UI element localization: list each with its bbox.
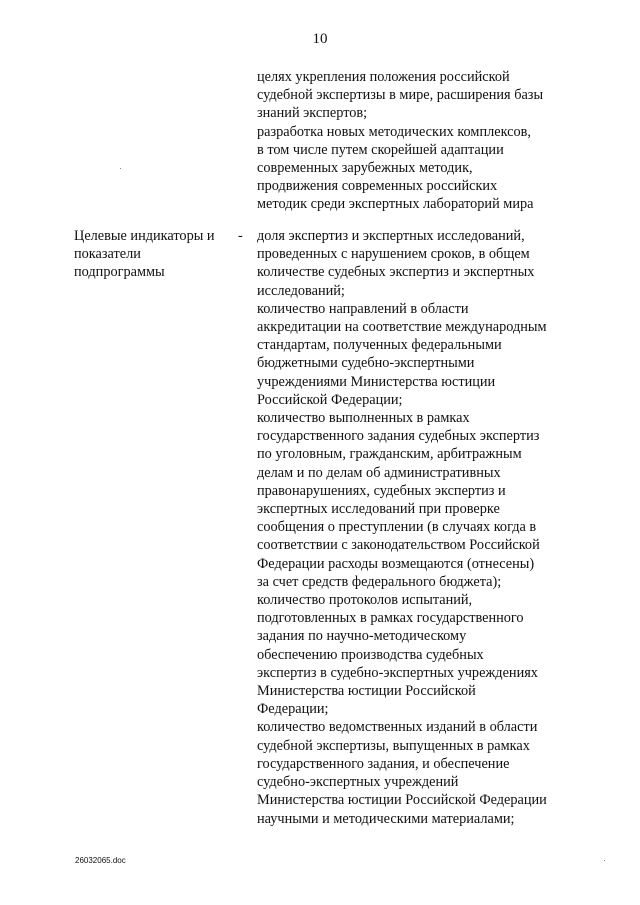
section-dash: -	[238, 228, 243, 244]
text-line: исследований;	[257, 282, 345, 299]
text-line: за счет средств федерального бюджета);	[257, 573, 502, 590]
text-line: методик среди экспертных лабораторий мира	[257, 196, 534, 213]
text-line: государственного задания, и обеспечение	[257, 755, 510, 772]
text-line: государственного задания судебных экспертиз	[257, 428, 540, 445]
text-line: судебной экспертизы в мире, расширения базы	[257, 87, 544, 104]
footer-filename: 26032065.doc	[75, 856, 126, 865]
text-line: количество выполненных в рамках	[257, 410, 470, 427]
text-line: количество протоколов испытаний,	[257, 592, 473, 609]
text-line: количестве судебных экспертиз и экспертных	[257, 264, 535, 281]
text-line: Федерации;	[257, 701, 329, 718]
text-line: сообщения о преступлении (в случаях когда в	[257, 519, 537, 536]
text-line: Министерства юстиции Российской	[257, 683, 476, 700]
text-line: делам и по делам об административных	[257, 464, 501, 481]
text-line: количество направлений в области	[257, 300, 469, 317]
text-line: экспертных исследований при проверке	[257, 501, 500, 518]
text-line: по уголовным, гражданским, арбитражным	[257, 446, 522, 463]
text-line: учреждениями Министерства юстиции	[257, 373, 496, 390]
section-label	[74, 227, 234, 282]
text-line: аккредитации на соответствие международным	[257, 319, 547, 336]
text-line: в том числе путем скорейшей адаптации	[257, 141, 504, 158]
text-line: экспертиз в судебно-экспертных учреждениях	[257, 664, 538, 681]
label-line: Целевые индикаторы и	[74, 228, 215, 244]
scan-speck	[120, 168, 121, 169]
text-line: судебно-экспертных учреждений	[257, 774, 459, 791]
text-line: Федерации расходы возмещаются (отнесены)	[257, 555, 535, 572]
text-line: проведенных с нарушением сроков, в общем	[257, 246, 530, 263]
text-line: соответствии с законодательством Российской	[257, 537, 540, 554]
text-line: целях укрепления положения российской	[257, 69, 510, 85]
text-line: стандартам, полученных федеральными	[257, 337, 502, 354]
text-line: правонарушениях, судебных экспертиз и	[257, 482, 506, 499]
label-line: показатели	[74, 246, 141, 263]
text-line: доля экспертиз и экспертных исследований,	[257, 228, 525, 244]
text-line: бюджетными судебно-экспертными	[257, 355, 475, 372]
continuation-text	[257, 68, 597, 214]
text-line: Министерства юстиции Российской Федерации	[257, 792, 547, 809]
text-line: судебной экспертизы, выпущенных в рамках	[257, 737, 530, 754]
text-line: продвижения современных российских	[257, 178, 498, 195]
label-line: подпрограммы	[74, 264, 165, 281]
text-line: обеспечению производства судебных	[257, 646, 484, 663]
scan-speck	[604, 860, 605, 861]
text-line: подготовленных в рамках государственного	[257, 610, 524, 627]
section-body	[257, 227, 597, 828]
text-line: знаний экспертов;	[257, 105, 368, 122]
text-line: Российской Федерации;	[257, 391, 403, 408]
text-line: современных зарубежных методик,	[257, 160, 473, 177]
text-line: задания по научно-методическому	[257, 628, 467, 645]
text-line: количество ведомственных изданий в области	[257, 719, 538, 736]
text-line: научными и методическими материалами;	[257, 810, 515, 827]
text-line: разработка новых методических комплексов,	[257, 123, 531, 140]
page-number: 10	[312, 31, 328, 47]
